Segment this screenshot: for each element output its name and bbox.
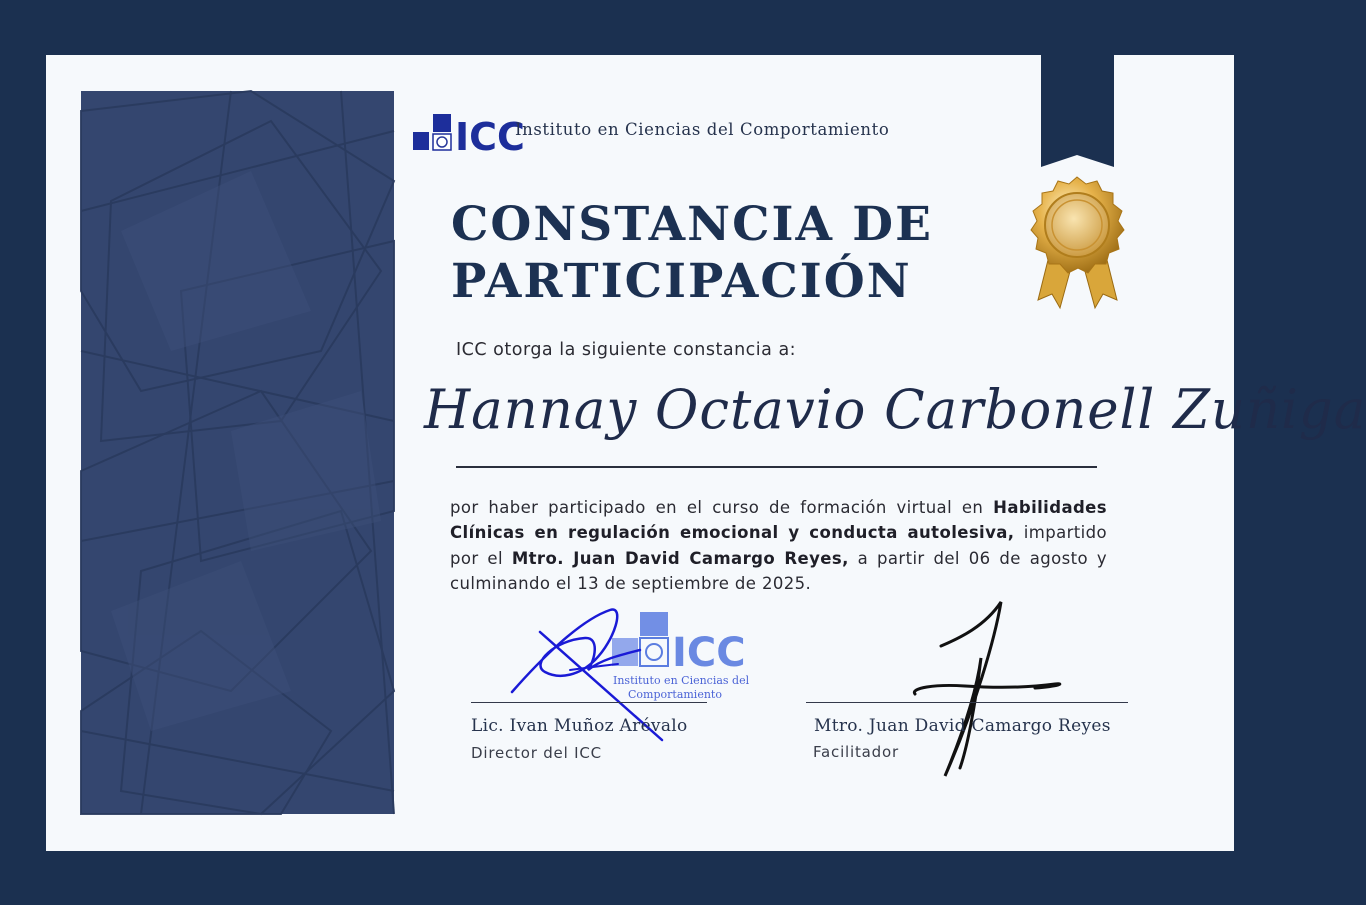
title-line-1: CONSTANCIA DE [451,197,933,252]
certificate-title [451,196,933,310]
stamp-logo-text: ICC [672,630,746,676]
instructor-name: Mtro. Juan David Camargo Reyes, [511,548,849,568]
institute-name: Instituto en Ciencias del Comportamiento [515,120,890,139]
facilitator-role: Facilitador [813,743,899,761]
certificate-body [450,495,1107,597]
director-name: Lic. Ivan Muñoz Arévalo [471,716,688,736]
facilitator-name: Mtro. Juan David Camargo Reyes [814,716,1111,736]
stamp-line-1: Instituto en Ciencias del [613,674,750,687]
course-name: Habilidades Clínicas en regulación emocional y conducta autolesiva, [450,497,1107,542]
logo-text: ICC [455,115,525,159]
body-part-1: por haber participado en el curso de formación virtual en [450,497,994,517]
signature-line-director [471,702,707,703]
icc-logo-icon [413,110,525,159]
recipient-underline [456,466,1097,468]
gold-medal-icon [1020,172,1135,317]
ribbon-bookmark [1041,55,1114,167]
body-part-2: impartido por el [450,523,1107,568]
stamp-line-2: Comportamiento [628,688,722,701]
title-line-2: PARTICIPACIÓN [451,254,912,309]
decorative-panel [81,91,394,814]
signature-line-facilitator [806,702,1128,703]
body-part-3: a partir del 06 de agosto y culminando el 13 de septiembre de 2025. [450,548,1107,593]
facilitator-signature [905,598,1075,783]
recipient-name: Hannay Octavio Carbonell Zuñiga [424,378,1366,441]
intro-text: ICC otorga la siguiente constancia a: [456,340,797,360]
director-role: Director del ICC [471,744,602,762]
geometric-pattern [81,91,394,814]
